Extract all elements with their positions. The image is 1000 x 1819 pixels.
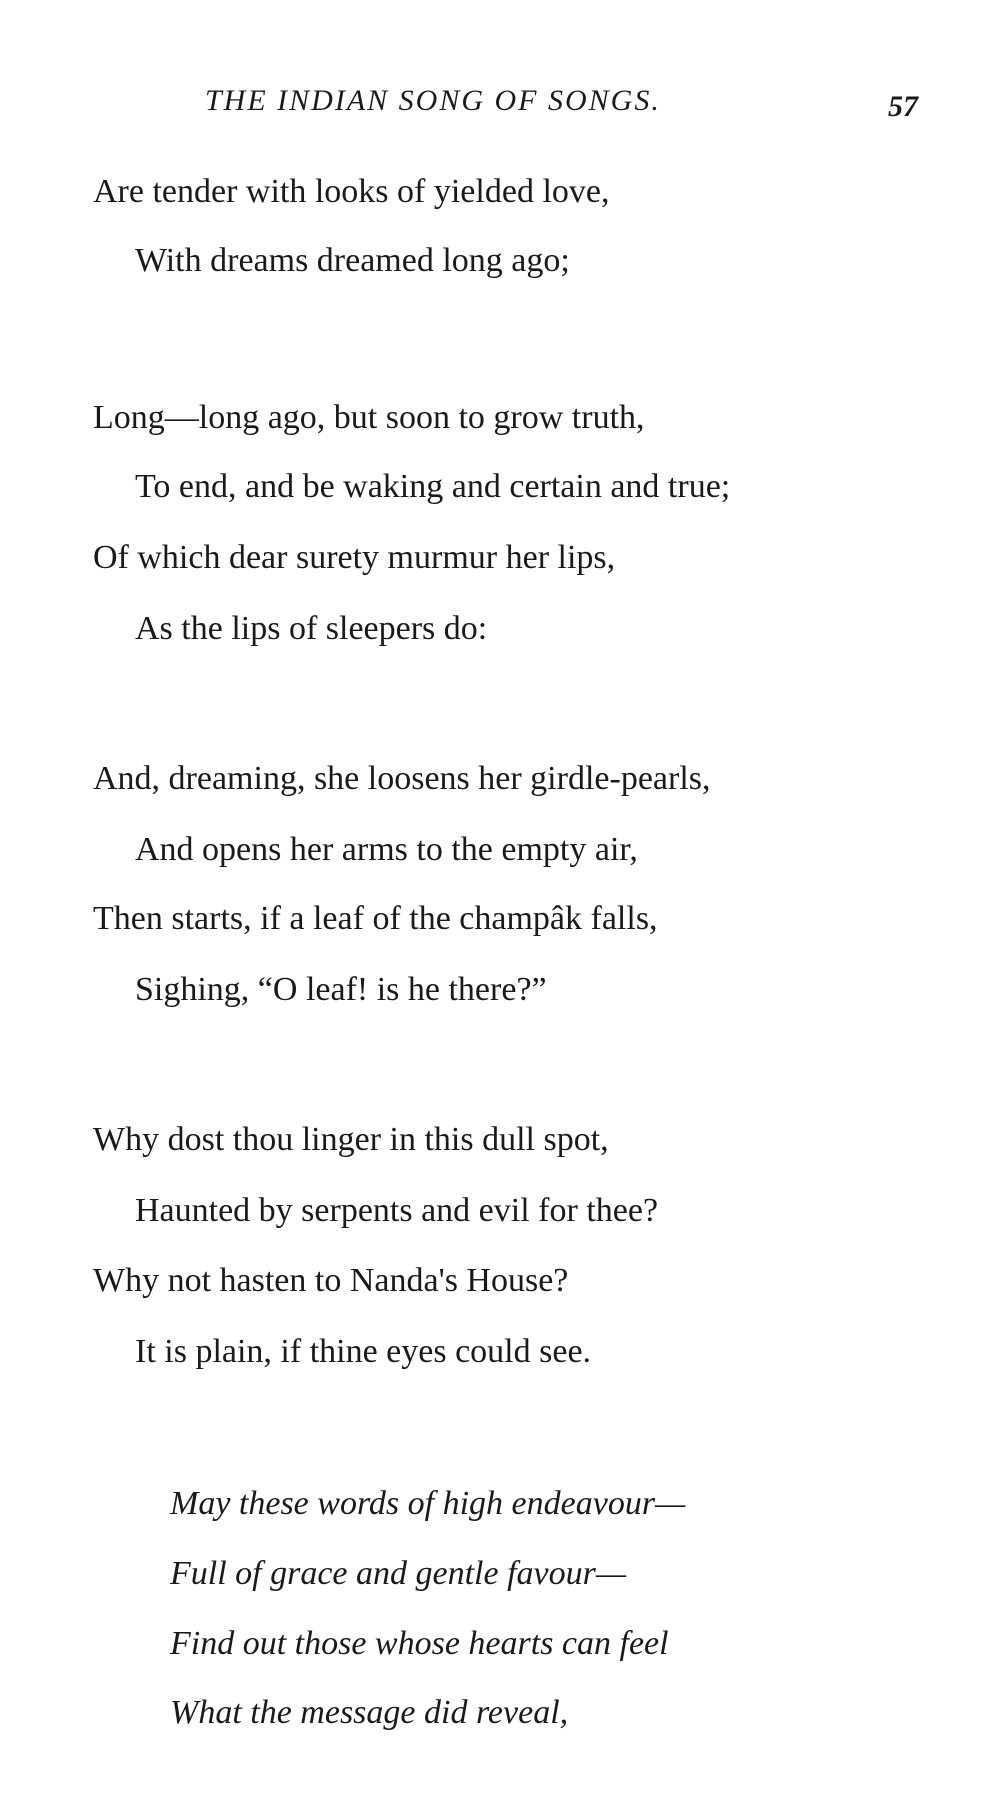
page-number: 57 xyxy=(888,90,918,123)
envoi-line: Full of grace and gentle favour— xyxy=(170,1555,627,1592)
verse-line: And, dreaming, she loosens her girdle-pearls, xyxy=(93,760,711,797)
verse-line: As the lips of sleepers do: xyxy=(135,610,488,647)
envoi-line: May these words of high endeavour— xyxy=(170,1485,686,1522)
running-title: THE INDIAN SONG OF SONGS. xyxy=(205,84,661,117)
verse-line: With dreams dreamed long ago; xyxy=(135,242,570,279)
verse-line: Of which dear surety murmur her lips, xyxy=(93,539,616,576)
verse-line: It is plain, if thine eyes could see. xyxy=(135,1333,592,1370)
verse-line: And opens her arms to the empty air, xyxy=(135,831,638,868)
envoi-line: Find out those whose hearts can feel xyxy=(170,1625,669,1662)
verse-line: Why not hasten to Nanda's House? xyxy=(93,1262,569,1299)
running-head xyxy=(0,84,1000,124)
verse-line: Then starts, if a leaf of the champâk falls, xyxy=(93,900,658,937)
verse-line: Are tender with looks of yielded love, xyxy=(93,173,610,210)
verse-line: Why dost thou linger in this dull spot, xyxy=(93,1121,609,1158)
verse-line: To end, and be waking and certain and true; xyxy=(135,468,731,505)
verse-line: Long—long ago, but soon to grow truth, xyxy=(93,399,645,436)
verse-line: Haunted by serpents and evil for thee? xyxy=(135,1192,659,1229)
verse-line: Sighing, “O leaf! is he there?” xyxy=(135,971,547,1008)
envoi-line: What the message did reveal, xyxy=(170,1694,569,1731)
